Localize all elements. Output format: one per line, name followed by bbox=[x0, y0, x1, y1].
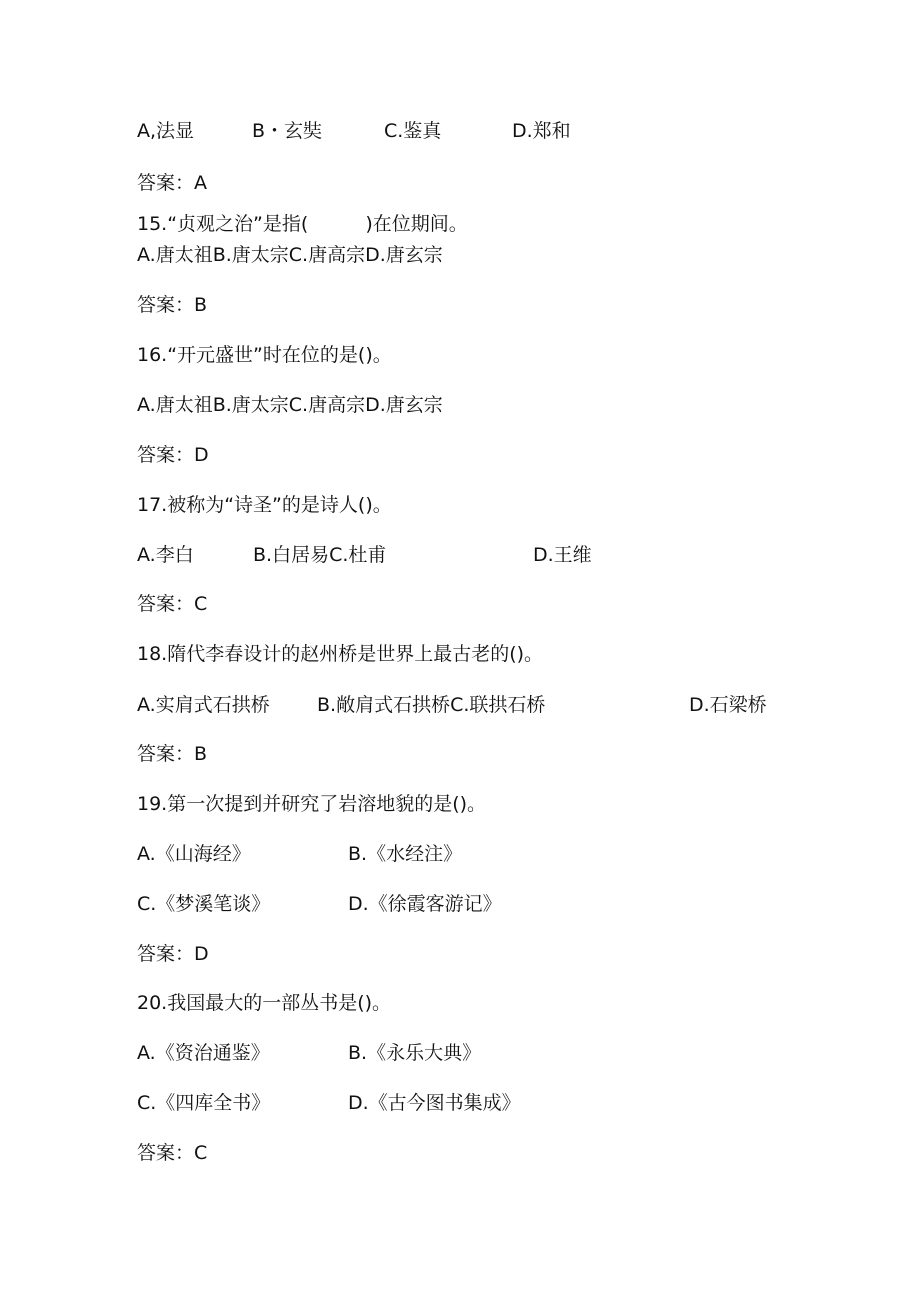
q20-options-row-1 bbox=[0, 1038, 920, 1068]
q16-question-row bbox=[0, 340, 920, 370]
q14-answer-row bbox=[0, 168, 920, 198]
q14-option-d: D.郑和 bbox=[512, 120, 571, 142]
q15-options: A.唐太祖B.唐太宗C.唐高宗D.唐玄宗 bbox=[137, 244, 443, 266]
q19-option-b: B.《水经注》 bbox=[348, 843, 463, 865]
q14-answer: 答案：A bbox=[137, 172, 207, 194]
q20-question: 20.我国最大的一部丛书是()。 bbox=[137, 992, 392, 1014]
q17-option-d: D.王维 bbox=[533, 544, 592, 566]
q19-answer: 答案：D bbox=[137, 943, 209, 965]
q17-option-bc: B.白居易C.杜甫 bbox=[253, 544, 387, 566]
q16-question: 16.“开元盛世”时在位的是()。 bbox=[137, 344, 392, 366]
q19-options-row-1 bbox=[0, 839, 920, 869]
q15-answer-row bbox=[0, 290, 920, 320]
q19-option-d: D.《徐霞客游记》 bbox=[348, 893, 502, 915]
q20-question-row bbox=[0, 988, 920, 1018]
q17-options-row bbox=[0, 540, 920, 570]
q14-options bbox=[0, 116, 920, 146]
q18-answer: 答案：B bbox=[137, 743, 208, 765]
q14-option-a: A,法显 bbox=[137, 120, 195, 142]
q18-option-bc: B.敞肩式石拱桥C.联拱石桥 bbox=[317, 694, 546, 716]
q20-option-d: D.《古今图书集成》 bbox=[348, 1092, 521, 1114]
q14-option-c: C.鉴真 bbox=[384, 120, 442, 142]
q20-option-a: A.《资治通鉴》 bbox=[137, 1042, 270, 1064]
q19-question: 19.第一次提到并研究了岩溶地貌的是()。 bbox=[137, 793, 487, 815]
q20-option-b: B.《永乐大典》 bbox=[348, 1042, 482, 1064]
q19-option-c: C.《梦溪笔谈》 bbox=[137, 893, 271, 915]
q17-question: 17.被称为“诗圣”的是诗人()。 bbox=[137, 494, 392, 516]
q18-option-d: D.石梁桥 bbox=[689, 694, 767, 716]
q18-options-row bbox=[0, 690, 920, 720]
q20-answer-row bbox=[0, 1138, 920, 1168]
q18-question: 18.隋代李春设计的赵州桥是世界上最古老的()。 bbox=[137, 643, 544, 665]
q19-answer-row bbox=[0, 939, 920, 969]
q16-answer: 答案：D bbox=[137, 444, 209, 466]
q18-answer-row bbox=[0, 739, 920, 769]
q17-question-row bbox=[0, 490, 920, 520]
q19-options-row-2 bbox=[0, 889, 920, 919]
q16-answer-row bbox=[0, 440, 920, 470]
q14-option-b: B・玄奘 bbox=[252, 120, 323, 142]
q19-question-row bbox=[0, 789, 920, 819]
q20-options-row-2 bbox=[0, 1088, 920, 1118]
q19-option-a: A.《山海经》 bbox=[137, 843, 251, 865]
q20-option-c: C.《四库全书》 bbox=[137, 1092, 271, 1114]
q15-question: 15.“贞观之治”是指( )在位期间。 bbox=[137, 213, 468, 235]
q15-options-row bbox=[0, 240, 920, 270]
q18-question-row bbox=[0, 639, 920, 669]
q20-answer: 答案：C bbox=[137, 1142, 208, 1164]
q16-options-row bbox=[0, 390, 920, 420]
q15-answer: 答案：B bbox=[137, 294, 208, 316]
q17-answer-row bbox=[0, 589, 920, 619]
q18-option-a: A.实肩式石拱桥 bbox=[137, 694, 270, 716]
q17-option-a: A.李白 bbox=[137, 544, 194, 566]
q17-answer: 答案：C bbox=[137, 593, 208, 615]
q16-options: A.唐太祖B.唐太宗C.唐高宗D.唐玄宗 bbox=[137, 394, 443, 416]
q15-question-row bbox=[0, 209, 920, 239]
